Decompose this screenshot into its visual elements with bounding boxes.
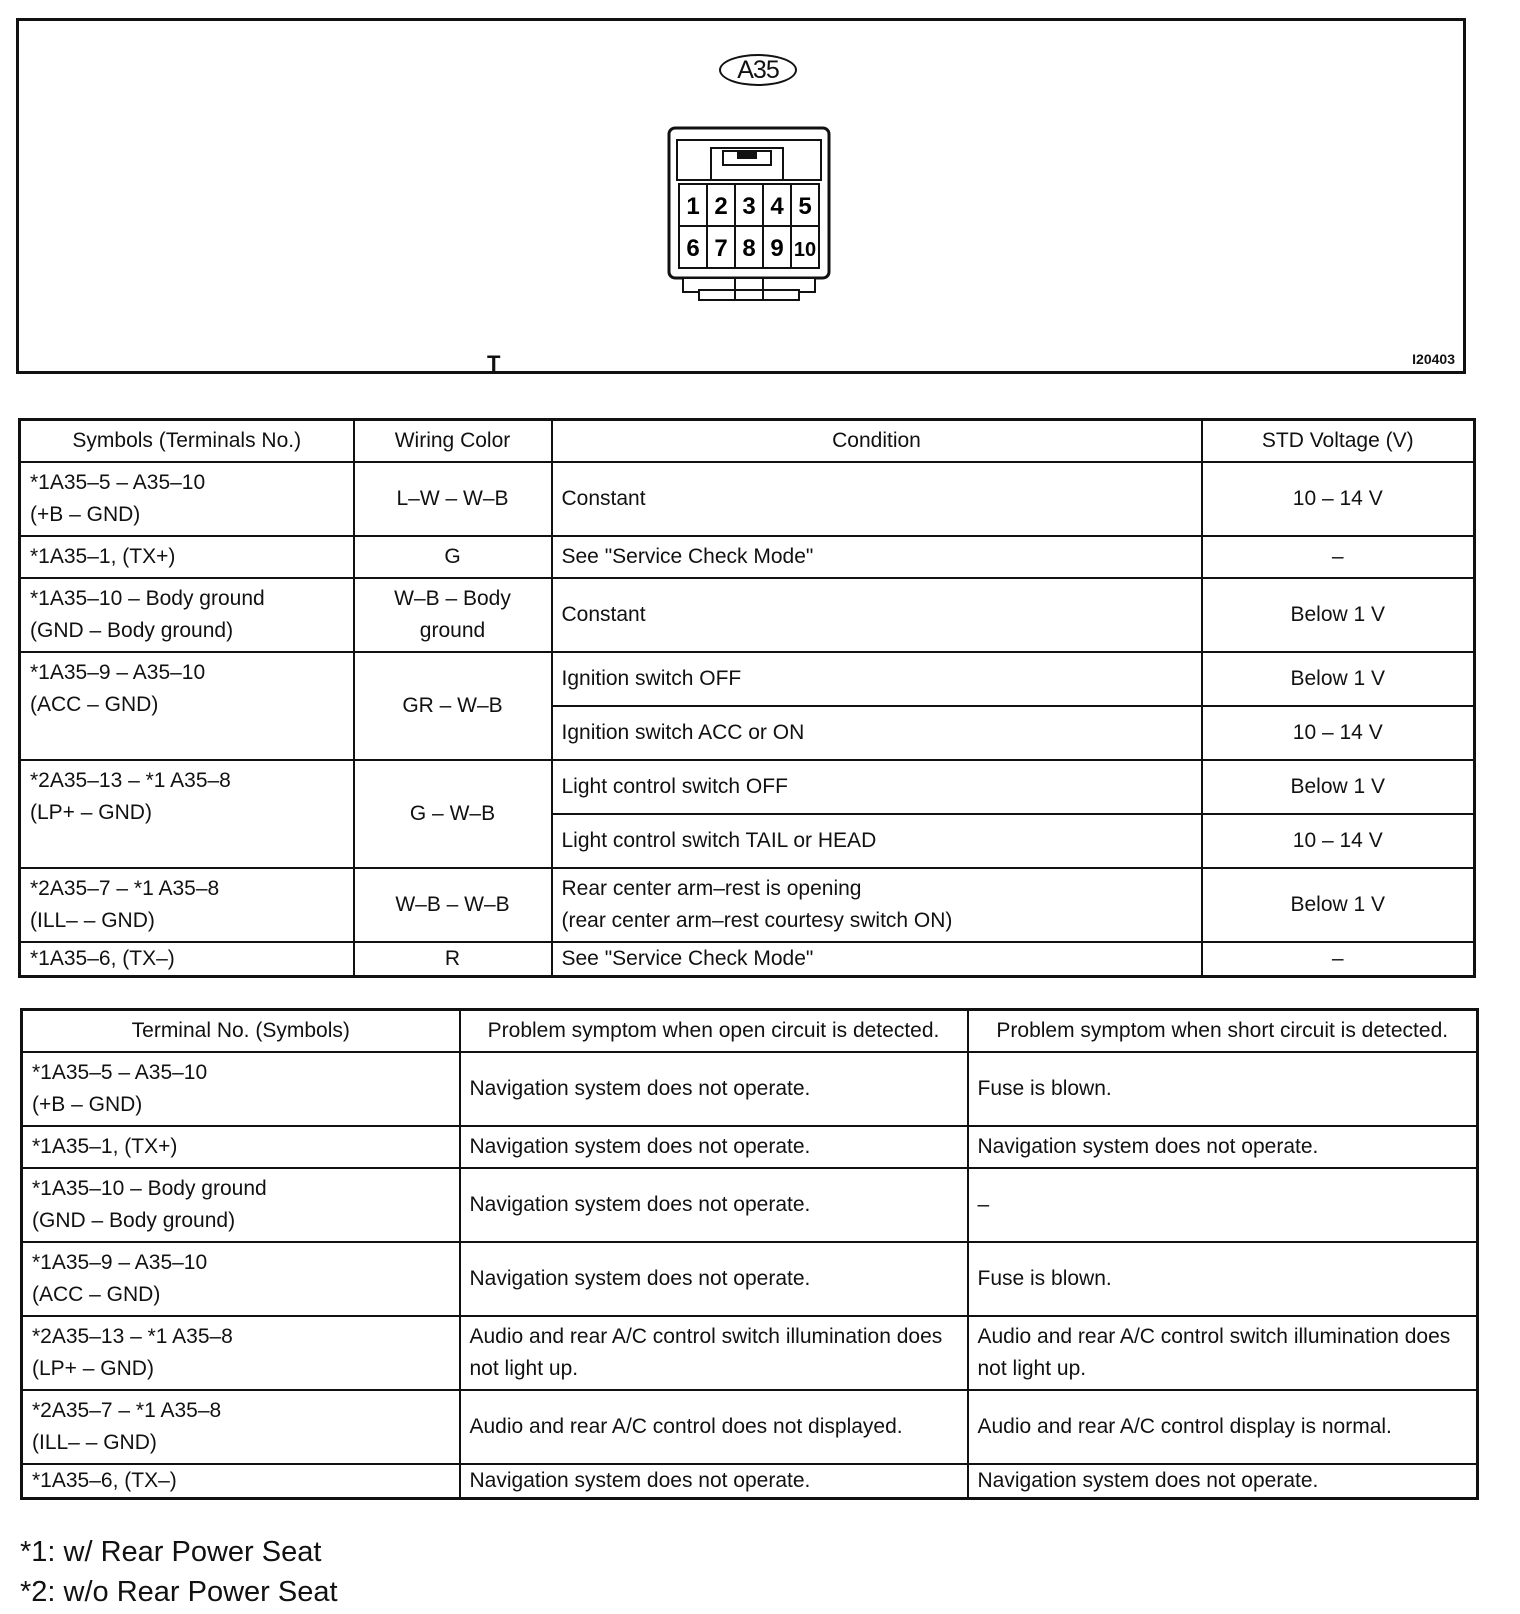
table-row bbox=[22, 1390, 1478, 1464]
condition-cell: See "Service Check Mode" bbox=[552, 942, 1202, 977]
pin-number: 3 bbox=[742, 193, 756, 220]
voltage-table-header bbox=[20, 420, 1475, 463]
table-row bbox=[20, 868, 1475, 942]
header-symbols: Symbols (Terminals No.) bbox=[20, 420, 354, 463]
connector-face-icon bbox=[659, 106, 839, 306]
short-cell: Audio and rear A/C control display is normal. bbox=[968, 1390, 1478, 1464]
condition-cell: Rear center arm–rest is opening (rear center arm–rest courtesy switch ON) bbox=[552, 868, 1202, 942]
table-row bbox=[22, 1316, 1478, 1390]
voltage-cell: – bbox=[1202, 942, 1475, 977]
symptom-table bbox=[20, 1008, 1479, 1500]
symbol-cell: *1A35–1, (TX+) bbox=[20, 536, 354, 578]
header-terminal: Terminal No. (Symbols) bbox=[22, 1010, 460, 1053]
terminal-cell: *1A35–9 – A35–10 (ACC – GND) bbox=[22, 1242, 460, 1316]
short-cell: Navigation system does not operate. bbox=[968, 1126, 1478, 1168]
footnotes bbox=[20, 1532, 338, 1612]
terminal-cell: *2A35–7 – *1 A35–8 (ILL– – GND) bbox=[22, 1390, 460, 1464]
open-cell: Audio and rear A/C control does not displayed. bbox=[460, 1390, 968, 1464]
open-cell: Audio and rear A/C control switch illumination does not light up. bbox=[460, 1316, 968, 1390]
wiring-cell: L–W – W–B bbox=[354, 462, 552, 536]
open-cell: Navigation system does not operate. bbox=[460, 1126, 968, 1168]
short-cell: Fuse is blown. bbox=[968, 1052, 1478, 1126]
short-cell: Navigation system does not operate. bbox=[968, 1464, 1478, 1499]
connector-label: A35 bbox=[719, 54, 797, 86]
terminal-cell: *1A35–6, (TX–) bbox=[22, 1464, 460, 1499]
pin-number: 9 bbox=[770, 235, 784, 262]
pin-number: 2 bbox=[714, 193, 728, 220]
view-mark: T bbox=[487, 351, 501, 376]
short-cell: – bbox=[968, 1168, 1478, 1242]
table-row bbox=[20, 536, 1475, 578]
header-std-voltage: STD Voltage (V) bbox=[1202, 420, 1475, 463]
footnote-2: *2: w/o Rear Power Seat bbox=[20, 1576, 338, 1608]
symbol-cell: *2A35–13 – *1 A35–8 (LP+ – GND) bbox=[20, 760, 354, 868]
voltage-cell: Below 1 V bbox=[1202, 578, 1475, 652]
terminal-cell: *1A35–10 – Body ground (GND – Body ground) bbox=[22, 1168, 460, 1242]
header-short-circuit: Problem symptom when short circuit is detected. bbox=[968, 1010, 1478, 1053]
pin-number: 5 bbox=[798, 193, 812, 220]
table-row bbox=[22, 1242, 1478, 1316]
voltage-cell: – bbox=[1202, 536, 1475, 578]
voltage-cell: Below 1 V bbox=[1202, 760, 1475, 814]
symbol-cell: *1A35–6, (TX–) bbox=[20, 942, 354, 977]
voltage-cell: 10 – 14 V bbox=[1202, 814, 1475, 868]
table-row bbox=[20, 760, 1475, 814]
pin-number: 10 bbox=[793, 239, 817, 261]
condition-cell: Constant bbox=[552, 462, 1202, 536]
condition-cell: Ignition switch OFF bbox=[552, 652, 1202, 706]
voltage-cell: 10 – 14 V bbox=[1202, 706, 1475, 760]
open-cell: Navigation system does not operate. bbox=[460, 1464, 968, 1499]
wiring-cell: R bbox=[354, 942, 552, 977]
wiring-cell: GR – W–B bbox=[354, 652, 552, 760]
open-cell: Navigation system does not operate. bbox=[460, 1052, 968, 1126]
open-cell: Navigation system does not operate. bbox=[460, 1168, 968, 1242]
short-cell: Audio and rear A/C control switch illumination does not light up. bbox=[968, 1316, 1478, 1390]
condition-cell: See "Service Check Mode" bbox=[552, 536, 1202, 578]
symbol-cell: *1A35–9 – A35–10 (ACC – GND) bbox=[20, 652, 354, 760]
terminal-cell: *2A35–13 – *1 A35–8 (LP+ – GND) bbox=[22, 1316, 460, 1390]
table-row bbox=[20, 942, 1475, 977]
wiring-cell: G bbox=[354, 536, 552, 578]
condition-cell: Light control switch OFF bbox=[552, 760, 1202, 814]
voltage-cell: Below 1 V bbox=[1202, 652, 1475, 706]
header-wiring-color: Wiring Color bbox=[354, 420, 552, 463]
table-row bbox=[22, 1126, 1478, 1168]
pin-number: 6 bbox=[686, 235, 700, 262]
table-row bbox=[22, 1052, 1478, 1126]
connector-diagram bbox=[16, 18, 1466, 374]
voltage-cell: Below 1 V bbox=[1202, 868, 1475, 942]
table-row bbox=[20, 578, 1475, 652]
header-condition: Condition bbox=[552, 420, 1202, 463]
terminal-cell: *1A35–5 – A35–10 (+B – GND) bbox=[22, 1052, 460, 1126]
voltage-cell: 10 – 14 V bbox=[1202, 462, 1475, 536]
wiring-cell: G – W–B bbox=[354, 760, 552, 868]
pin-number: 1 bbox=[686, 193, 700, 220]
short-cell: Fuse is blown. bbox=[968, 1242, 1478, 1316]
voltage-table bbox=[18, 418, 1476, 978]
symbol-cell: *1A35–10 – Body ground (GND – Body ground) bbox=[20, 578, 354, 652]
wiring-cell: W–B – Body ground bbox=[354, 578, 552, 652]
symptom-table-header bbox=[22, 1010, 1478, 1053]
table-row bbox=[20, 652, 1475, 706]
pin-number: 8 bbox=[742, 235, 756, 262]
open-cell: Navigation system does not operate. bbox=[460, 1242, 968, 1316]
header-open-circuit: Problem symptom when open circuit is detected. bbox=[460, 1010, 968, 1053]
symbol-cell: *2A35–7 – *1 A35–8 (ILL– – GND) bbox=[20, 868, 354, 942]
pin-number: 4 bbox=[770, 193, 784, 220]
footnote-1: *1: w/ Rear Power Seat bbox=[20, 1536, 322, 1568]
terminal-cell: *1A35–1, (TX+) bbox=[22, 1126, 460, 1168]
table-row bbox=[20, 462, 1475, 536]
condition-cell: Constant bbox=[552, 578, 1202, 652]
symbol-cell: *1A35–5 – A35–10 (+B – GND) bbox=[20, 462, 354, 536]
wiring-cell: W–B – W–B bbox=[354, 868, 552, 942]
condition-cell: Ignition switch ACC or ON bbox=[552, 706, 1202, 760]
condition-cell: Light control switch TAIL or HEAD bbox=[552, 814, 1202, 868]
table-row bbox=[22, 1464, 1478, 1499]
figure-code: I20403 bbox=[1412, 351, 1455, 367]
table-row bbox=[22, 1168, 1478, 1242]
pin-number: 7 bbox=[714, 235, 728, 262]
